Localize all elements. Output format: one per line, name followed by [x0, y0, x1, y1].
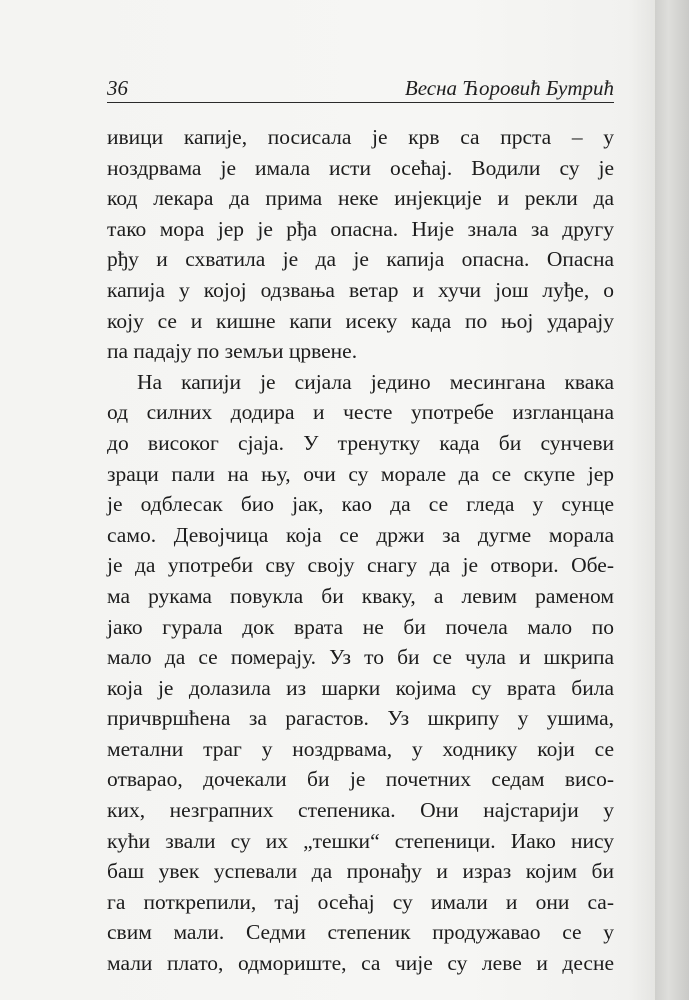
- text-line: ких, незграпних степеника. Они најстарији у: [107, 798, 614, 823]
- paragraph-end-line: па падају по земљи црвене.: [107, 339, 358, 364]
- running-head-author: Весна Ћоровић Бутрић: [404, 76, 614, 100]
- text-line: баш увек успевали да пронађу и израз којим би: [107, 859, 614, 884]
- text-line: метални траг у ноздрвама, у ходнику који се: [107, 736, 614, 761]
- text-line: мало да се померају. Уз то би се чула и шкрипа: [107, 645, 614, 670]
- body-text: [107, 122, 614, 979]
- text-line: коју се и кишне капи исеку када по њој ударају: [107, 308, 614, 333]
- page-edge: [655, 0, 689, 1000]
- text-line: свим мали. Седми степеник продужавао се у: [107, 920, 614, 945]
- text-line: зраци пали на њу, очи су морале да се скупе јер: [107, 461, 614, 486]
- text-line: само. Девојчица која се држи за дугме морала: [107, 522, 614, 547]
- text-line: је одблесак био јак, као да се гледа у сунце: [107, 492, 614, 517]
- text-line: од силних додира и честе употребе изгланцана: [107, 400, 614, 425]
- text-line: ноздрвама је имала исти осећај. Водили су је: [107, 155, 614, 180]
- running-head: [107, 70, 614, 103]
- text-line: отварао, дочекали би је почетних седам висо-: [107, 767, 614, 792]
- text-line: причвршћена за рагастов. Уз шкрипу у ушима,: [107, 706, 614, 731]
- page-number: 36: [107, 76, 128, 100]
- text-line: ма рукама повукла би кваку, а левим раменом: [107, 583, 614, 608]
- paragraph-first-line: На капији је сијала једино месингана квака: [137, 369, 614, 394]
- text-line: јако гурала док врата не би почела мало по: [107, 614, 614, 639]
- text-line: до високог сјаја. У тренутку када би сунчеви: [107, 430, 614, 455]
- text-line: код лекара да прима неке инјекције и рекли да: [107, 186, 614, 211]
- text-line: је да употреби сву своју снагу да је отвори. Обе-: [107, 553, 614, 578]
- text-line: капија у којој одзвања ветар и хучи још луђе, о: [107, 277, 614, 302]
- text-line: га поткрепили, тај осећај су имали и они са-: [107, 889, 614, 914]
- text-line: кући звали су их „тешки“ степеници. Иако нису: [107, 828, 614, 853]
- text-line: ивици капије, посисала је крв са прста – у: [107, 125, 614, 149]
- text-line: мали плато, одмориште, са чије су леве и десне: [107, 951, 614, 976]
- text-line: рђу и схватила је да је капија опасна. Опасна: [107, 247, 614, 272]
- text-line: која је долазила из шарки којима су врата била: [107, 675, 614, 700]
- text-line: тако мора јер је рђа опасна. Није знала за другу: [107, 216, 614, 241]
